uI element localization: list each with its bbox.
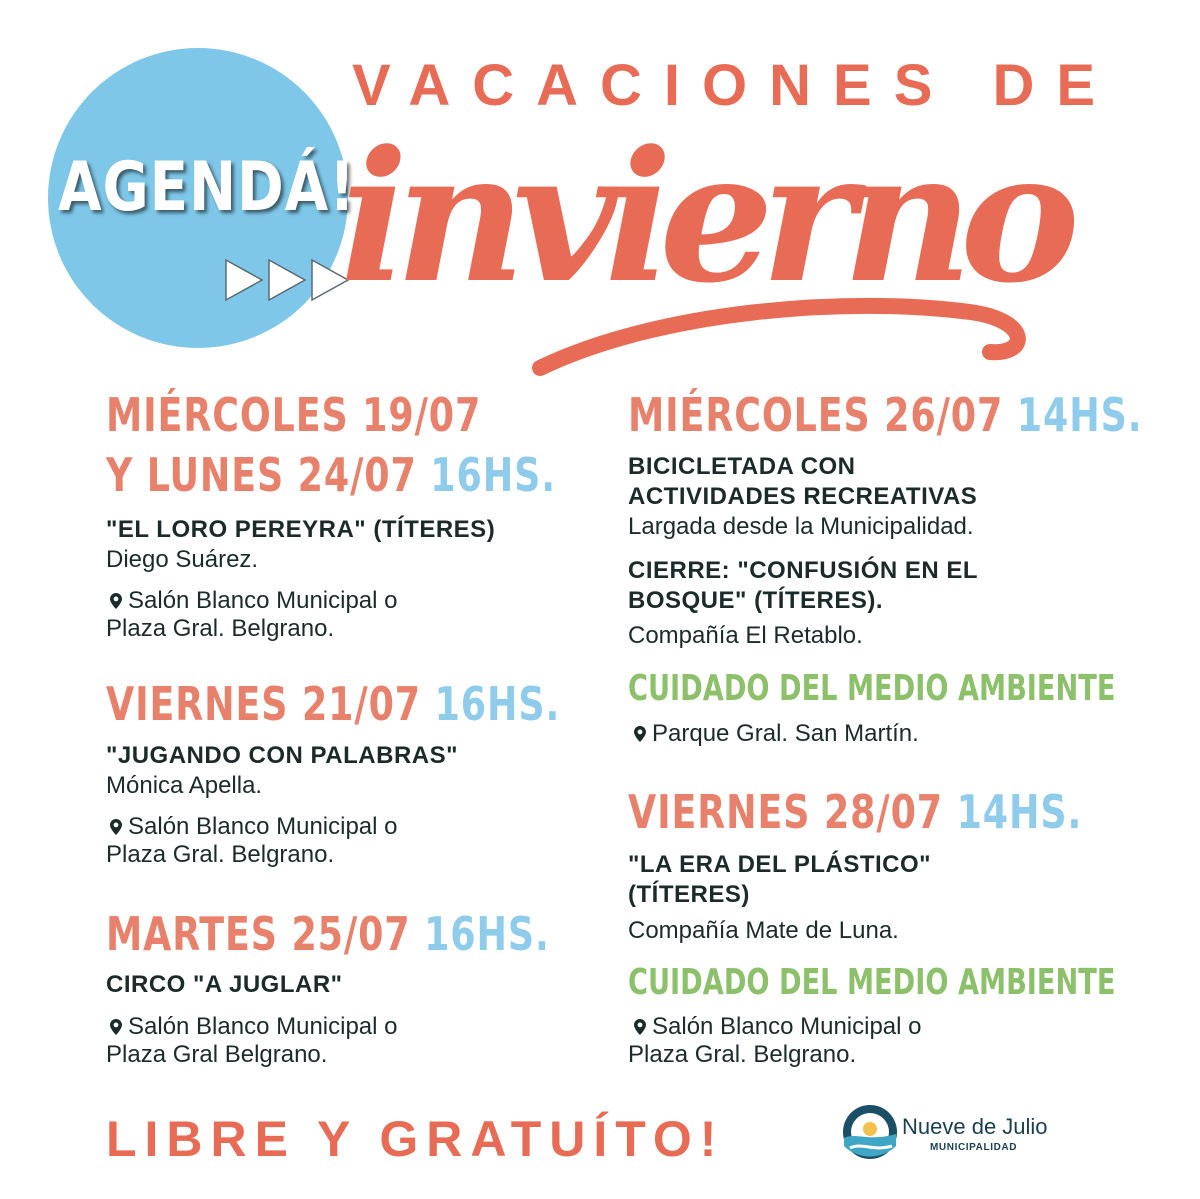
municipality-logo-icon [842, 1102, 898, 1164]
right-e2-title1: "LA ERA DEL PLÁSTICO" [628, 851, 932, 878]
logo-name: Nueve de Julio [902, 1114, 1048, 1139]
right-e2-time: 14HS. [956, 785, 1083, 839]
left-e1-author: Diego Suárez. [106, 546, 259, 573]
location-pin-icon [110, 1019, 122, 1035]
left-e3-date-row [106, 907, 550, 961]
footer-tagline: LIBRE Y GRATUÍTO! [106, 1111, 725, 1167]
right-e2-loc1: Salón Blanco Municipal o [652, 1013, 922, 1040]
left-e2-time: 16HS. [434, 677, 561, 731]
right-e1-date: MIÉRCOLES 26/07 [628, 388, 1004, 442]
left-e3-time: 16HS. [424, 907, 550, 961]
location-pin-icon [634, 726, 646, 742]
right-e2-title2: (TÍTERES) [628, 881, 750, 908]
left-e2-loc2: Plaza Gral. Belgrano. [106, 841, 335, 868]
right-e1-loc: Parque Gral. San Martín. [652, 720, 919, 747]
right-e1-location [634, 720, 919, 748]
left-e1-date1: MIÉRCOLES 19/07 [106, 388, 482, 442]
right-e1-green: CUIDADO DEL MEDIO AMBIENTE [628, 668, 1116, 709]
left-e2-location [110, 813, 398, 841]
left-e1-location [110, 587, 398, 615]
right-e1-date-row [628, 388, 1142, 442]
left-e2-author: Mónica Apella. [106, 772, 263, 799]
left-e1-loc2: Plaza Gral. Belgrano. [106, 615, 335, 642]
left-e3-loc1: Salón Blanco Municipal o [128, 1013, 398, 1040]
left-e2-date-row [106, 677, 560, 731]
left-e1-title: "EL LORO PEREYRA" (TÍTERES) [106, 516, 496, 543]
left-e2-loc1: Salón Blanco Municipal o [128, 813, 398, 840]
right-e1-company: Compañía El Retablo. [628, 622, 863, 649]
location-pin-icon [634, 1019, 646, 1035]
left-e2-date: VIERNES 21/07 [106, 677, 422, 731]
left-e3-title: CIRCO "A JUGLAR" [106, 971, 343, 998]
left-e1-loc1: Salón Blanco Municipal o [128, 587, 398, 614]
right-e1-time: 14HS. [1016, 388, 1143, 442]
right-e1-title2: ACTIVIDADES RECREATIVAS [628, 483, 978, 510]
left-e1-time: 16HS. [430, 448, 556, 502]
right-e2-green: CUIDADO DEL MEDIO AMBIENTE [628, 962, 1116, 1003]
right-e2-date-row [628, 785, 1082, 839]
left-e1-date2: Y LUNES 24/07 [106, 448, 417, 502]
right-e2-loc2: Plaza Gral. Belgrano. [628, 1041, 857, 1068]
left-e3-loc2: Plaza Gral Belgrano. [106, 1041, 328, 1068]
left-e2-title: "JUGANDO CON PALABRAS" [106, 742, 458, 769]
location-pin-icon [110, 593, 122, 609]
left-e1-date2-row [106, 448, 556, 502]
title-vacaciones: VACACIONES DE [352, 53, 1118, 118]
right-e1-close2: BOSQUE" (TÍTERES). [628, 587, 884, 614]
right-e2-company: Compañía Mate de Luna. [628, 917, 899, 944]
right-e2-date: VIERNES 28/07 [628, 785, 944, 839]
left-e3-location [110, 1013, 398, 1041]
title-invierno-script [330, 100, 1130, 390]
left-e3-date: MARTES 25/07 [106, 907, 411, 961]
right-e1-close1: CIERRE: "CONFUSIÓN EN EL [628, 557, 979, 584]
title-invierno-text: invierno [340, 112, 1080, 323]
agenda-badge: AGENDÁ! [58, 148, 356, 227]
right-e1-title1: BICICLETADA CON [628, 453, 856, 480]
logo-subtitle: MUNICIPALIDAD [930, 1142, 1018, 1153]
location-pin-icon [110, 819, 122, 835]
right-e2-location [634, 1013, 922, 1041]
right-e1-sub: Largada desde la Municipalidad. [628, 513, 974, 540]
